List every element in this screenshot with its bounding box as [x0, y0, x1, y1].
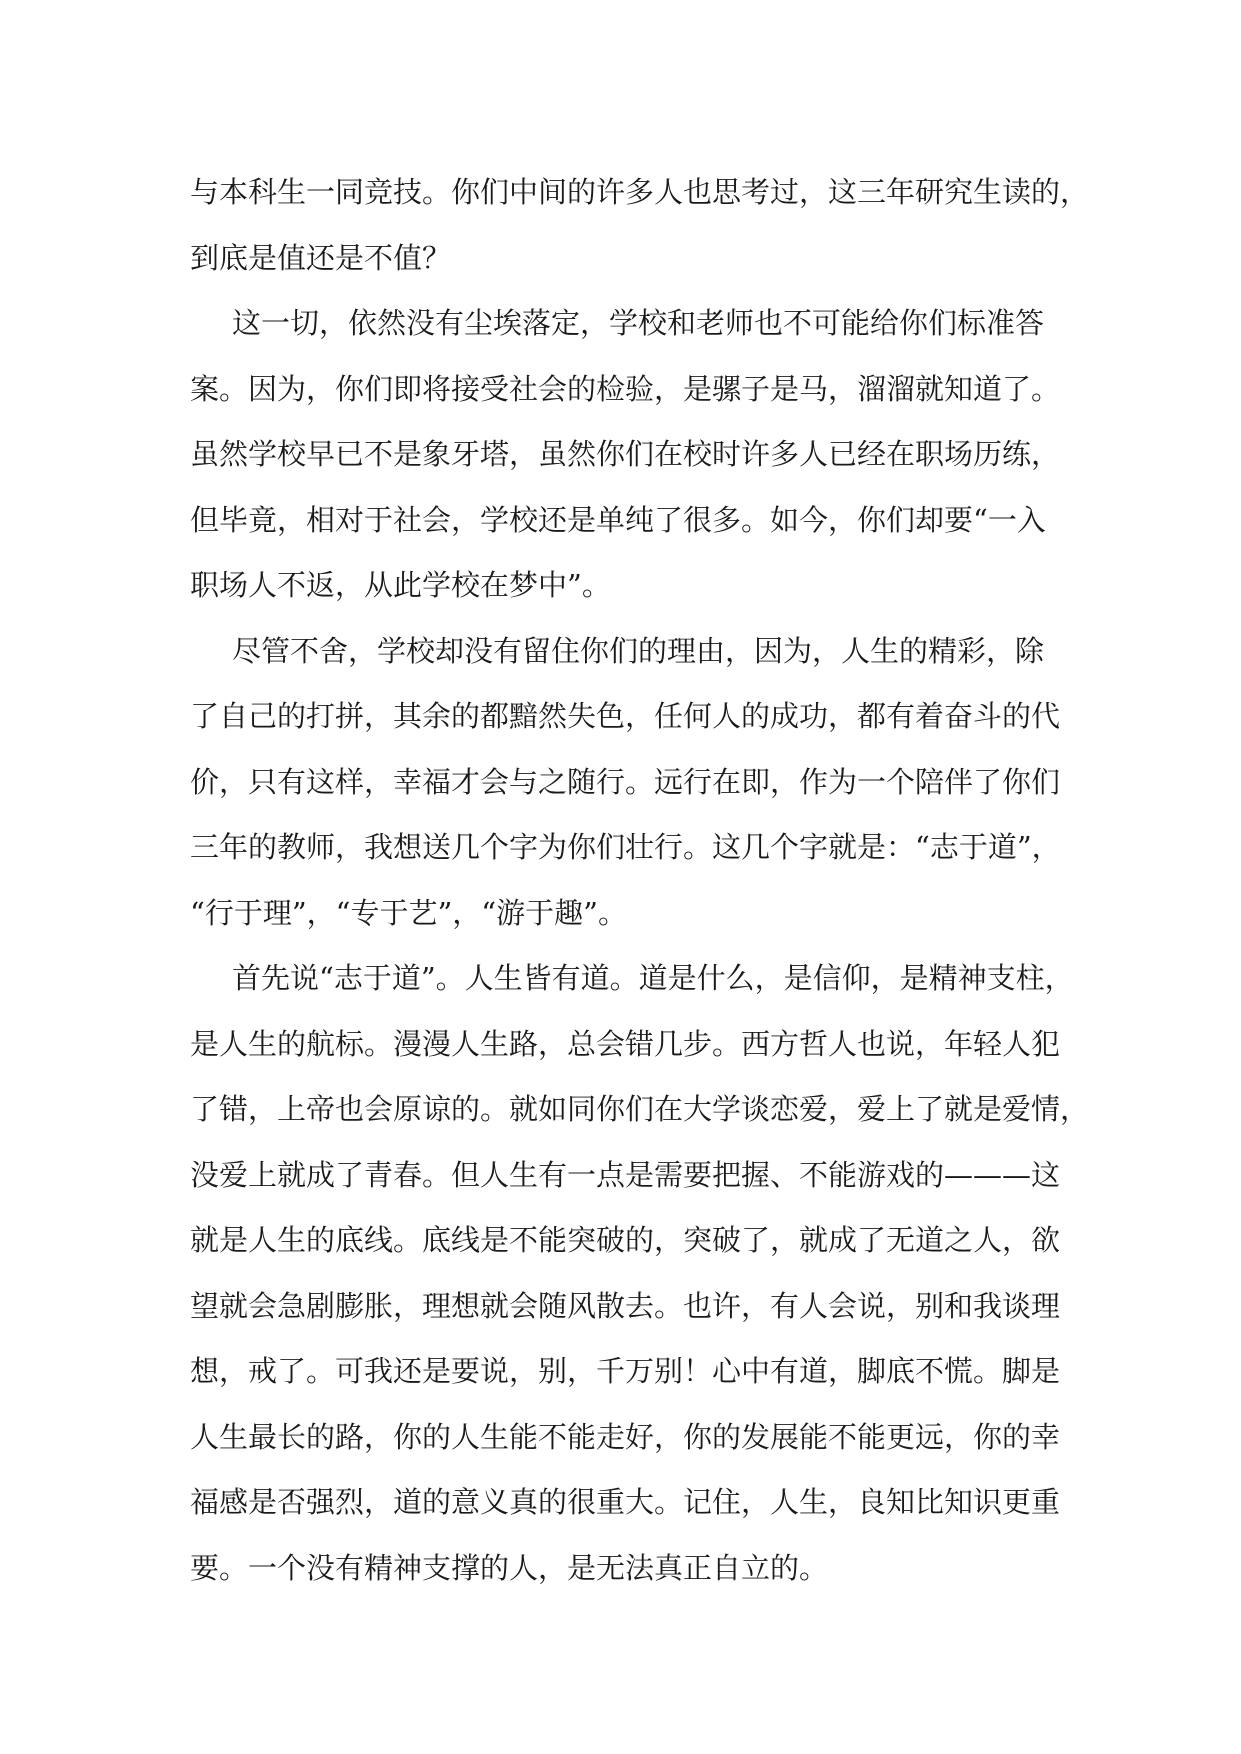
text-line: 职场人不返，从此学校在梦中”。: [190, 568, 611, 602]
text-line: 没爱上就成了青春。但人生有一点是需要把握、不能游戏的———这: [190, 1157, 1061, 1192]
paragraph-start-line: 尽管不舍，学校却没有留住你们的理由，因为，人生的精彩，除: [232, 633, 1045, 668]
text-line: 福感是否强烈，道的意义真的很重大。记住，人生，良知比知识更重: [190, 1485, 1061, 1519]
paragraph-start-line: 这一切，依然没有尘埃落定，学校和老师也不可能给你们标准答: [232, 306, 1045, 340]
text-line: 与本科生一同竞技。你们中间的许多人也思考过，这三年研究生读的，: [190, 175, 1090, 209]
text-line: 人生最长的路，你的人生能不能走好，你的发展能不能更远，你的幸: [190, 1419, 1061, 1454]
text-line: “行于理”，“专于艺”，“游于趣”。: [190, 895, 627, 930]
text-line: 价，只有这样，幸福才会与之随行。远行在即，作为一个陪伴了你们: [190, 764, 1061, 799]
text-line: 了错，上帝也会原谅的。就如同你们在大学谈恋爱，爱上了就是爱情，: [190, 1092, 1090, 1126]
paragraph-start-line: 首先说“志于道”。人生皆有道。道是什么，是信仰，是精神支柱，: [232, 961, 1074, 995]
text-line: 但毕竟，相对于社会，学校还是单纯了很多。如今，你们却要“一入: [190, 502, 1046, 537]
text-line: 想，戒了。可我还是要说，别，千万别！心中有道，脚底不慌。脚是: [190, 1354, 1061, 1388]
text-line: 案。因为，你们即将接受社会的检验，是骡子是马，溜溜就知道了。: [190, 371, 1061, 406]
text-line: 虽然学校早已不是象牙塔，虽然你们在校时许多人已经在职场历练，: [190, 437, 1061, 471]
text-line: 望就会急剧膨胀，理想就会随风散去。也许，有人会说，别和我谈理: [190, 1288, 1061, 1323]
text-line: 到底是值还是不值？: [190, 240, 452, 275]
text-line: 要。一个没有精神支撑的人，是无法真正自立的。: [190, 1550, 829, 1585]
text-line: 了自己的打拼，其余的都黯然失色，任何人的成功，都有着奋斗的代: [190, 699, 1061, 733]
text-line: 就是人生的底线。底线是不能突破的，突破了，就成了无道之人，欲: [190, 1223, 1061, 1257]
document-body: [190, 160, 1090, 1601]
text-line: 是人生的航标。漫漫人生路，总会错几步。西方哲人也说，年轻人犯: [190, 1026, 1061, 1061]
text-line: 三年的教师，我想送几个字为你们壮行。这几个字就是：“志于道”，: [190, 830, 1061, 864]
